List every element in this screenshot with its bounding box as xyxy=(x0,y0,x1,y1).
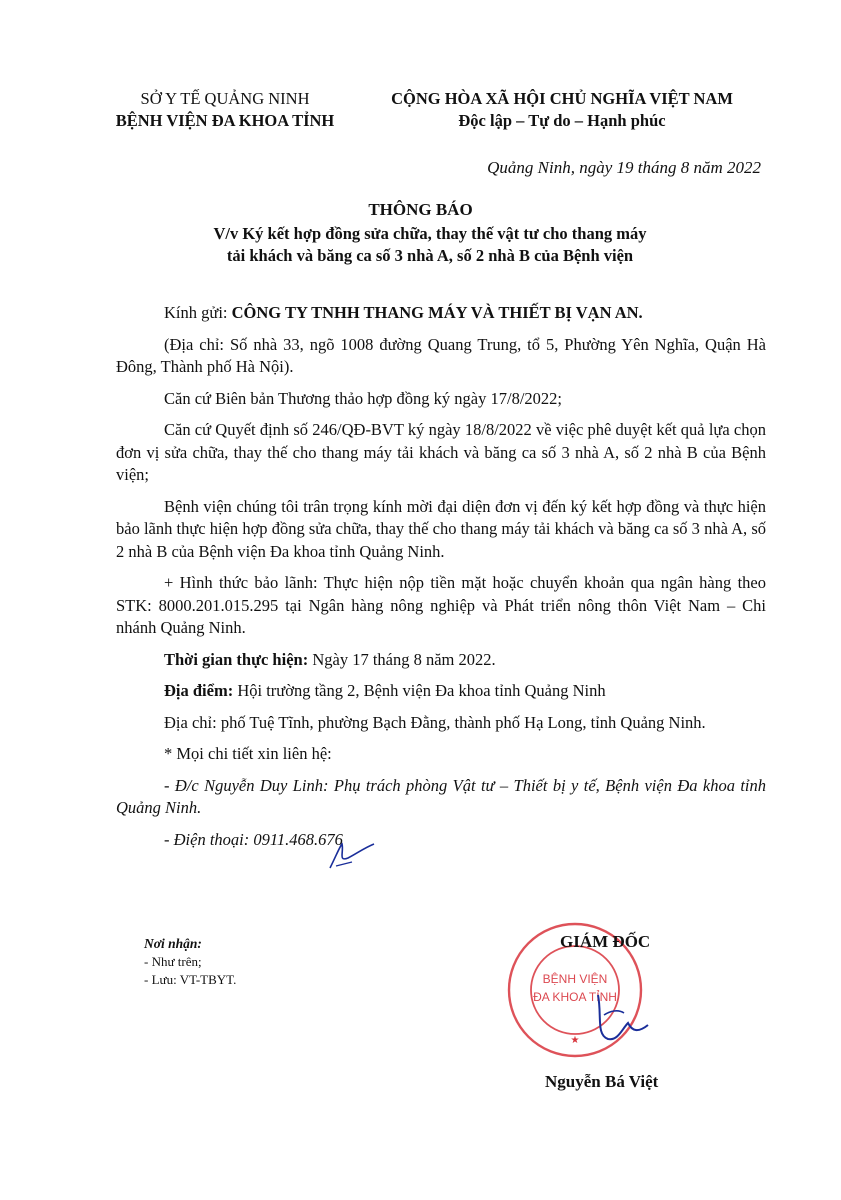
initial-signature xyxy=(322,838,378,872)
org-name: BỆNH VIỆN ĐA KHOA TỈNH xyxy=(115,111,335,130)
recipient-name: CÔNG TY TNHH THANG MÁY VÀ THIẾT BỊ VẠN AN. xyxy=(231,303,643,322)
contact-person: - Đ/c Nguyễn Duy Linh: Phụ trách phòng Vật tư – Thiết bị y tế, Bệnh viện Đa khoa tỉnh Quảng Ninh. xyxy=(116,775,766,817)
stamp-text-line-2: ĐA KHOA TỈNH xyxy=(533,990,617,1004)
subject-line-1: V/v Ký kết hợp đồng sửa chữa, thay thế vật tư cho thang máy xyxy=(213,224,647,243)
parent-org: SỞ Y TẾ QUẢNG NINH xyxy=(140,89,310,108)
invitation-paragraph: Bệnh viện chúng tôi trân trọng kính mời đại diện đơn vị đến ký kết hợp đồng và thực hiện bảo lãnh thực hiện hợp đồng sửa chữa, thay thế cho thang máy tải khách và băng ca số 3 nhà A, số 2 nhà B của Bệnh viện Đa khoa tỉnh Quảng Ninh. xyxy=(116,496,766,561)
place-address: Địa chỉ: phố Tuệ Tĩnh, phường Bạch Đằng, thành phố Hạ Long, tỉnh Quảng Ninh. xyxy=(164,712,706,732)
place-value: Hội trường tầng 2, Bệnh viện Đa khoa tỉnh Quảng Ninh xyxy=(233,681,606,700)
recipient-address: (Địa chỉ: Số nhà 33, ngõ 1008 đường Quang Trung, tổ 5, Phường Yên Nghĩa, Quận Hà Đông, Thành phố Hà Nội). xyxy=(116,334,766,376)
recipients-label: Nơi nhận: xyxy=(144,936,202,951)
issuing-org-block xyxy=(95,88,355,132)
stamp-text-line-1: BỆNH VIỆN xyxy=(542,972,608,986)
recipient-line xyxy=(116,302,766,325)
contact-phone: - Điện thoại: 0911.468.676 xyxy=(164,829,343,849)
guarantee-paragraph: + Hình thức bảo lãnh: Thực hiện nộp tiền mặt hoặc chuyển khoản qua ngân hàng theo STK: 8000.201.015.295 tại Ngân hàng nông nghiệp và Phát triển nông thôn Việt Nam – Chi nhánh Quảng Ninh. xyxy=(116,573,766,637)
recipient-item: - Như trên; xyxy=(144,954,202,969)
date-line: Quảng Ninh, ngày 19 tháng 8 năm 2022 xyxy=(487,158,761,177)
time-line xyxy=(116,649,766,672)
basis-2: Căn cứ Quyết định số 246/QĐ-BVT ký ngày 18/8/2022 về việc phê duyệt kết quả lựa chọn đơn vị sửa chữa, thay thế cho thang máy tải khách và băng ca số 3 nhà A, số 2 nhà B của Bệnh viện; xyxy=(116,420,766,484)
nation-name: CỘNG HÒA XÃ HỘI CHỦ NGHĨA VIỆT NAM xyxy=(391,89,733,108)
subject-line-2: tải khách và băng ca số 3 nhà A, số 2 nhà B của Bệnh viện xyxy=(226,246,634,265)
document-title: THÔNG BÁO xyxy=(368,200,473,219)
basis-1: Căn cứ Biên bản Thương thảo hợp đồng ký ngày 17/8/2022; xyxy=(164,388,562,408)
signer-name: Nguyễn Bá Việt xyxy=(545,1072,659,1091)
contact-intro: * Mọi chi tiết xin liên hệ: xyxy=(164,744,332,763)
recipient-item: - Lưu: VT-TBYT. xyxy=(144,972,237,987)
director-signature xyxy=(588,985,658,1045)
recipients-block xyxy=(144,935,236,989)
signer-title: GIÁM ĐỐC xyxy=(560,932,651,951)
document-subject xyxy=(120,223,740,267)
national-header xyxy=(352,88,772,132)
place-label: Địa điểm: xyxy=(164,681,234,700)
time-label: Thời gian thực hiện: xyxy=(164,649,309,669)
recipient-label: Kính gửi: xyxy=(164,303,232,322)
place-line xyxy=(116,680,766,703)
stamp-star: ★ xyxy=(570,1035,580,1046)
document-body xyxy=(116,302,766,860)
time-value: Ngày 17 tháng 8 năm 2022. xyxy=(308,649,496,669)
national-motto: Độc lập – Tự do – Hạnh phúc xyxy=(458,111,666,130)
